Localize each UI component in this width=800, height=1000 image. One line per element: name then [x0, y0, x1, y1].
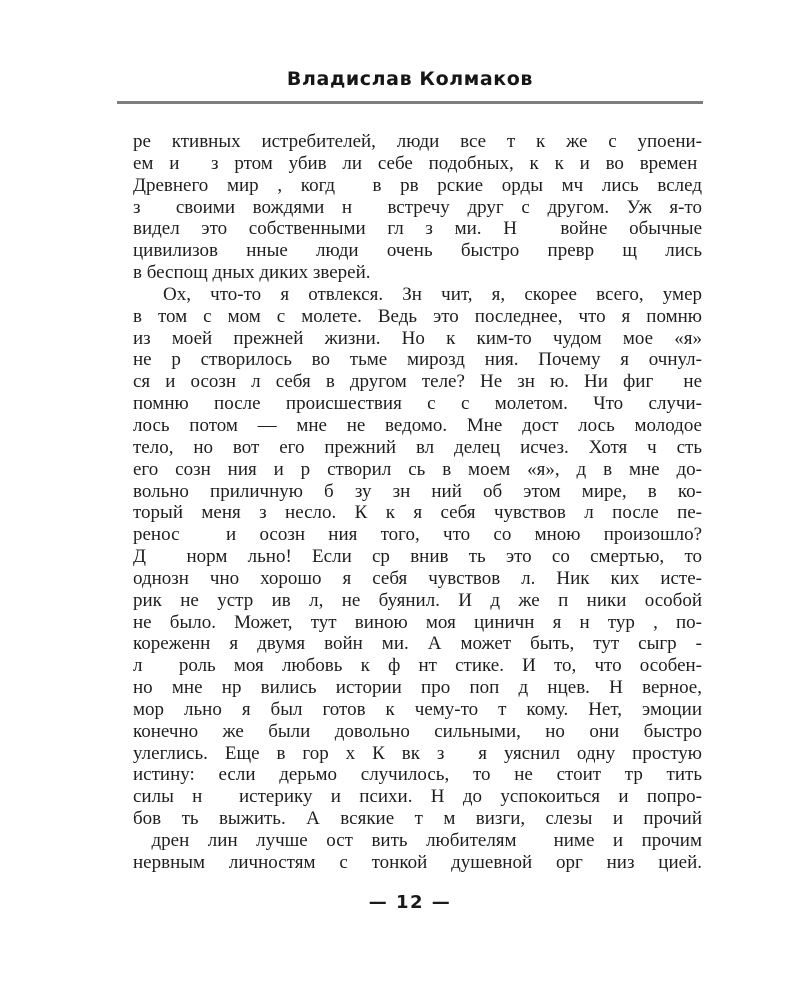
text-line: з своими вождями н встречу друг с другом. Уж я-то: [133, 196, 702, 218]
text-line: однозн чно хорошо я себя чувствов л. Ник ких исте-: [133, 567, 702, 589]
text-line: из моей прежней жизни. Но к ким-то чудом мое «я»: [133, 327, 702, 349]
text-line: не было. Может, тут виною моя циничн я н тур , по-: [133, 611, 702, 633]
text-line: ре ктивных истребителей, люди все т к же с упоени-: [133, 131, 702, 152]
page-number: — 12 —: [368, 892, 452, 913]
text-line: нервным личностям с тонкой душевной орг низ цией.: [133, 851, 702, 873]
text-line: цивилизов нные люди очень быстро превр щ лись: [133, 240, 702, 262]
header-rule: [117, 101, 703, 104]
text-line: силы н истерику и психи. Н до успокоиться и попро-: [133, 786, 702, 808]
text-line: Древнего мир , когд в рв рские орды мч лись вслед: [133, 174, 702, 196]
text-line: ренос и осозн ния того, что со мною произошло?: [133, 524, 702, 546]
text-line: л роль моя любовь к ф нт стике. И то, что особен-: [133, 655, 702, 677]
text-line: ся и осозн л себя в другом теле? Не зн ю. Ни фиг не: [133, 371, 702, 393]
body-text: [133, 131, 702, 874]
text-line: вольно приличную б зу зн ний об этом мире, в ко-: [133, 480, 702, 502]
text-line: видел это собственными гл з ми. Н войне обычные: [133, 218, 702, 240]
page-footer: [117, 892, 703, 913]
text-line: не р створилось во тьме мирозд ния. Почему я очнул-: [133, 349, 702, 371]
text-line: но мне нр вились истории про поп д нцев. Н верное,: [133, 677, 702, 699]
text-line: дрен лин лучше ост вить любителям ниме и прочим: [133, 830, 702, 851]
text-line: кореженн я двумя войн ми. А может быть, тут сыгр -: [133, 633, 702, 655]
text-line: улеглись. Еще в гор х К вк з я уяснил одну простую: [133, 742, 702, 764]
text-line: Ох, что-то я отвлекся. Зн чит, я, скорее всего, умер: [163, 283, 702, 305]
text-line: лось потом — мне не ведомо. Мне дост лось молодое: [133, 414, 702, 436]
text-line: бов ть выжить. А всякие т м визги, слезы и прочий: [133, 808, 702, 830]
text-line: торый меня з несло. К к я себя чувствов л после пе-: [133, 502, 702, 524]
paragraph: [133, 284, 702, 874]
text-line: тело, но вот его прежний вл делец исчез. Хотя ч сть: [133, 436, 702, 458]
text-line: в том с мом с молете. Ведь это последнее, что я помню: [133, 305, 702, 327]
text-line: Д норм льно! Если ср внив ть это со смертью, то: [133, 546, 702, 568]
text-line: ем и з ртом убив ли себе подобных, к к и во времен: [133, 152, 702, 174]
text-line: в беспощ дных диких зверей.: [133, 262, 371, 284]
paragraph: [133, 131, 702, 284]
author-header: Владислав Колмаков: [286, 68, 534, 90]
text-line: рик не устр ив л, не буянил. И д же п ники особой: [133, 589, 702, 611]
text-line: помню после происшествия с с молетом. Что случи-: [133, 393, 702, 415]
text-line: истину: если дерьмо случилось, то не стоит тр тить: [133, 764, 702, 786]
text-line: мор льно я был готов к чему-то т кому. Нет, эмоции: [133, 698, 702, 720]
text-line: конечно же были довольно сильными, но они быстро: [133, 720, 702, 742]
text-line: его созн ния и р створил сь в моем «я», д в мне до-: [133, 458, 702, 480]
